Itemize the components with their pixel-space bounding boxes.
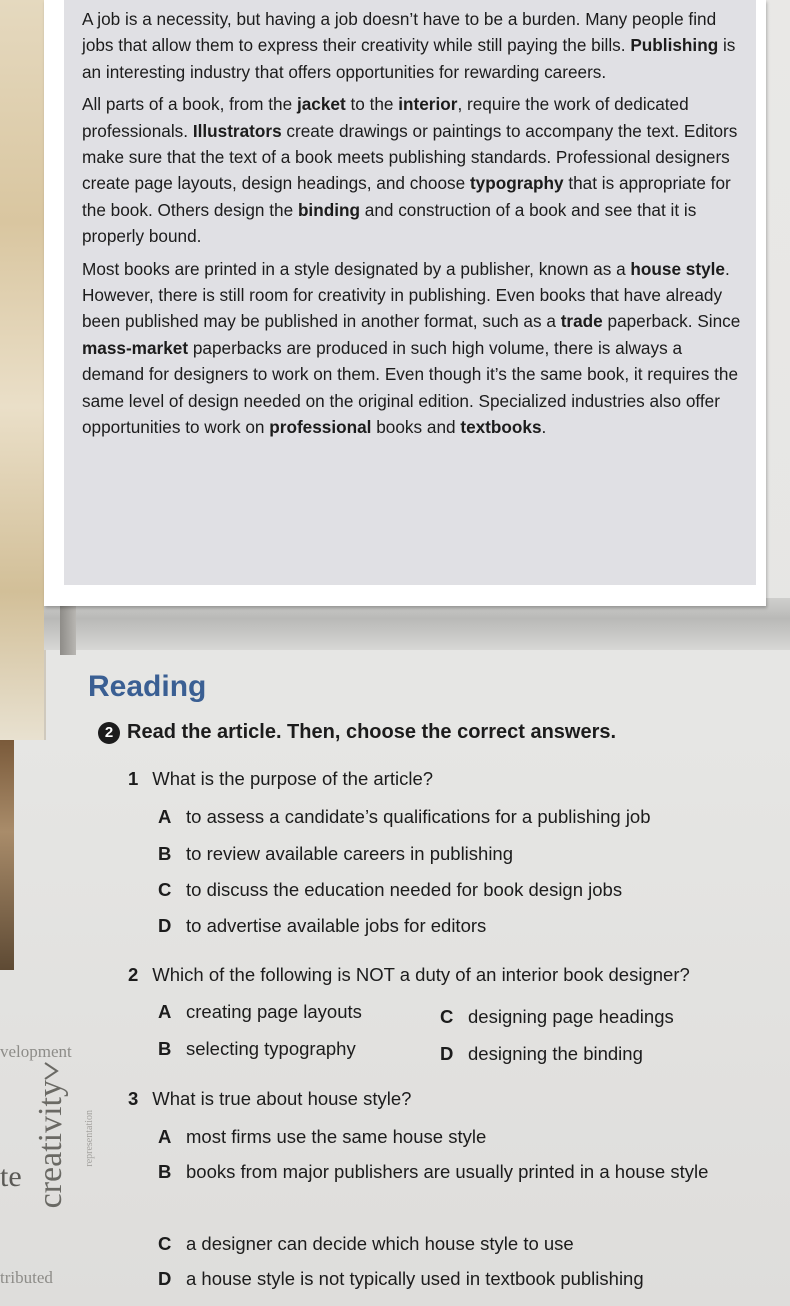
q3-option-c[interactable] (158, 1233, 574, 1255)
question-text: Which of the following is NOT a duty of an interior book designer? (152, 964, 690, 985)
option-letter: A (158, 1001, 172, 1022)
q1-option-d[interactable] (158, 915, 486, 937)
option-letter: B (158, 1038, 172, 1059)
exercise-number-badge: 2 (98, 722, 120, 744)
background-book-spine (0, 740, 14, 970)
option-letter: C (158, 1233, 172, 1254)
option-text: to review available careers in publishing (186, 843, 514, 864)
question-2 (128, 964, 690, 986)
option-letter: C (158, 879, 172, 900)
option-text: designing page headings (468, 1006, 674, 1027)
q2-option-c[interactable] (440, 1006, 674, 1028)
q2-option-b[interactable] (158, 1038, 356, 1060)
article-paragraph-1: A job is a necessity, but having a job doesn’t have to be a burden. Many people find jobs that allow them to express their creativity while still paying the bills. Publishing is an interesting industry that offers opportunities for rewarding careers. (82, 9, 736, 82)
q3-option-b[interactable] (158, 1160, 758, 1184)
section-title: Reading (88, 670, 207, 703)
chevron-right-icon (40, 1060, 62, 1082)
option-text: creating page layouts (186, 1001, 362, 1022)
option-letter: A (158, 1126, 172, 1147)
option-letter: C (440, 1006, 454, 1027)
instruction-text: Read the article. Then, choose the correct answers. (127, 721, 617, 743)
margin-fragment-te: te (0, 1160, 22, 1193)
option-letter: A (158, 806, 172, 827)
margin-fragment-representation: representation (84, 1110, 95, 1167)
option-letter: B (158, 843, 172, 864)
option-letter: D (158, 915, 172, 936)
option-letter: B (158, 1161, 172, 1182)
question-number: 1 (128, 768, 139, 789)
margin-fragment-development: velopment (0, 1042, 72, 1061)
article-paragraph-2: All parts of a book, from the jacket to the interior, require the work of dedicated professionals. Illustrators create drawings or paintings to accompany the text. Editors make sure that the text of a book meets publishing standards. Professional designers create page layouts, design headings, and choose typography that is appropriate for the book. Others design the binding and construction of a book and see that it is properly bound. (82, 94, 738, 247)
option-text: designing the binding (468, 1043, 643, 1064)
question-text: What is the purpose of the article? (152, 768, 434, 789)
option-text: a house style is not typically used in textbook publishing (186, 1268, 644, 1289)
question-3 (128, 1088, 411, 1110)
option-text: a designer can decide which house style to use (186, 1233, 574, 1254)
q2-option-a[interactable] (158, 1001, 362, 1023)
margin-fragment-tributed: tributed (0, 1268, 53, 1287)
option-letter: D (158, 1268, 172, 1289)
background-book-edge (0, 0, 46, 740)
q1-option-b[interactable] (158, 843, 513, 865)
q3-option-d[interactable] (158, 1268, 644, 1290)
option-text: to discuss the education needed for book design jobs (186, 879, 623, 900)
option-text: selecting typography (186, 1038, 356, 1059)
article-paragraph-3: Most books are printed in a style designated by a publisher, known as a house style. However, there is still room for creativity in publishing. Even books that have already been published may be published in another format, such as a trade paperback. Since mass-market paperbacks are produced in such high volume, there is always a demand for designers to work on them. Even though it’s the same book, it requires the same level of design needed on the original edition. Specialized industries also offer opportunities to work on professional books and textbooks. (82, 258, 741, 438)
option-letter: D (440, 1043, 454, 1064)
option-text: books from major publishers are usually printed in a house style (186, 1161, 709, 1182)
option-text: to advertise available jobs for editors (186, 915, 487, 936)
margin-fragment-creativity: creativity (32, 1080, 69, 1209)
exercise-instruction (98, 721, 616, 744)
q3-option-a[interactable] (158, 1126, 486, 1148)
q1-option-a[interactable] (158, 806, 651, 828)
option-text: to assess a candidate’s qualifications for a publishing job (186, 806, 651, 827)
article-text (82, 6, 742, 447)
q1-option-c[interactable] (158, 879, 622, 901)
page-stack-edge (60, 600, 76, 655)
question-number: 3 (128, 1088, 139, 1109)
question-text: What is true about house style? (152, 1088, 412, 1109)
q2-option-d[interactable] (440, 1043, 643, 1065)
question-1 (128, 768, 433, 790)
option-text: most firms use the same house style (186, 1126, 487, 1147)
question-number: 2 (128, 964, 139, 985)
